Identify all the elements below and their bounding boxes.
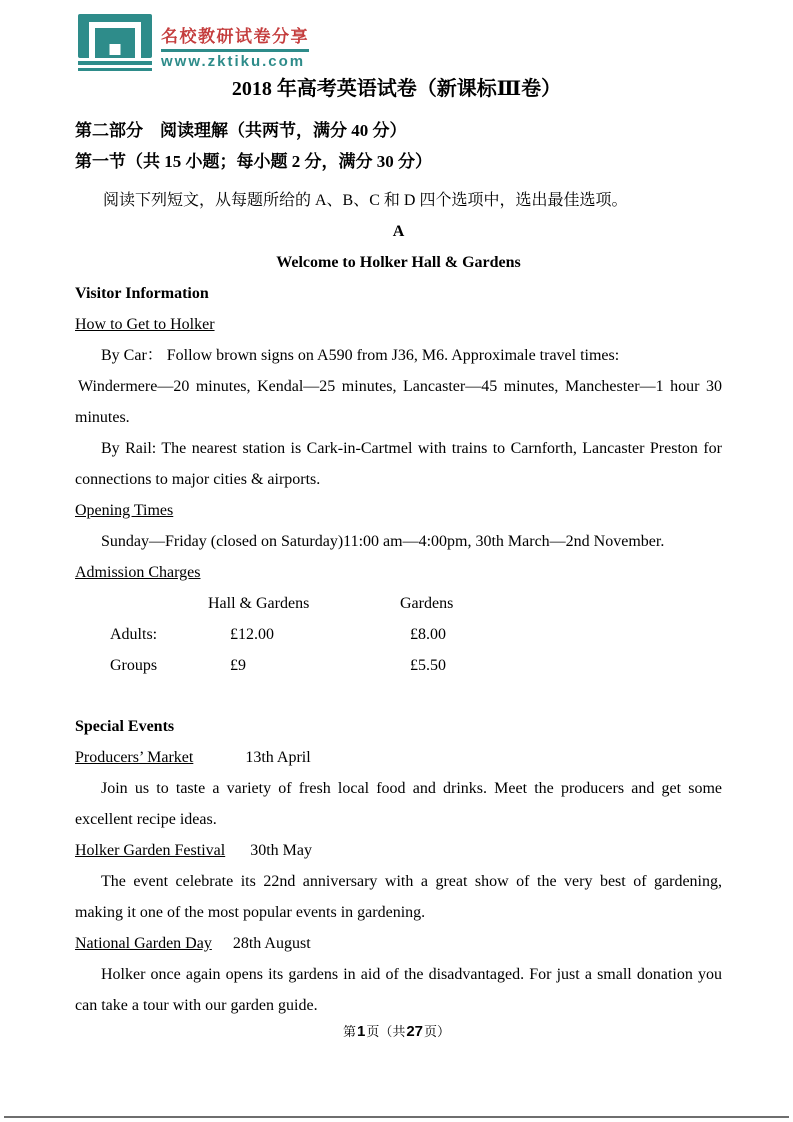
event-name: National Garden Day (75, 935, 212, 952)
logo-text-block (161, 14, 309, 71)
gate-icon-square (78, 14, 152, 58)
admission-price: £8.00 (410, 626, 446, 643)
admission-header-row (75, 588, 722, 619)
gate-icon-door (110, 44, 121, 55)
section1-heading: 第一节（共 15 小题；每小题 2 分，满分 30 分） (75, 152, 432, 171)
special-events-heading: Special Events (75, 718, 175, 735)
event-title-row (75, 742, 722, 773)
admission-col1-header: Hall & Gardens (208, 595, 310, 612)
zktiku-gate-icon (78, 14, 152, 71)
admission-heading: Admission Charges (75, 564, 201, 581)
opening-times-heading: Opening Times (75, 502, 174, 519)
event-desc-line: Join us to taste a variety of fresh local food and drinks. Meet the producers and get some (101, 780, 722, 797)
opening-times-text: Sunday—Friday (closed on Saturday)11:00 am—4:00pm, 30th March—2nd November. (101, 533, 665, 550)
admission-price: £12.00 (230, 626, 274, 643)
visitor-info-heading: Visitor Information (75, 285, 209, 302)
how-to-get-heading: How to Get to Holker (75, 316, 215, 333)
event-name: Producers’ Market (75, 749, 194, 766)
by-car-line: By Car： Follow brown signs on A590 from J36, M6. Approximale travel times: (101, 347, 620, 364)
footer-text: 页（共 (366, 1024, 406, 1039)
page-footer (0, 1022, 793, 1042)
by-car-line: Windermere—20 minutes, Kendal—25 minutes, Lancaster—45 minutes, Manchester—1 hour 30 (78, 378, 722, 395)
event-desc-line: can take a tour with our garden guide. (75, 997, 318, 1014)
site-url: www.zktiku.com (161, 53, 306, 70)
exam-body (75, 115, 722, 1021)
passage-title: Welcome to Holker Hall & Gardens (276, 254, 521, 271)
by-car-line: minutes. (75, 409, 130, 426)
site-logo (78, 14, 309, 71)
page-bottom-rule (4, 1116, 789, 1118)
event-desc-line: excellent recipe ideas. (75, 811, 217, 828)
footer-text: 页） (424, 1024, 451, 1039)
by-rail-line: connections to major cities & airports. (75, 471, 321, 488)
admission-price: £5.50 (410, 657, 446, 674)
admission-price: £9 (230, 657, 246, 674)
passage-label: A (392, 223, 405, 240)
footer-text: 第 (342, 1024, 356, 1039)
admission-table (75, 588, 722, 681)
admission-row-label: Groups (110, 657, 158, 674)
admission-col2-header: Gardens (400, 595, 454, 612)
event-desc-line: The event celebrate its 22nd anniversary with a great show of the very best of gardening, (101, 873, 722, 890)
event-title-row (75, 835, 722, 866)
table-row (75, 619, 722, 650)
event-date: 13th April (245, 749, 311, 766)
logo-divider-rule (161, 49, 309, 52)
event-desc-line: making it one of the most popular events in gardening. (75, 904, 426, 921)
event-title-row (75, 928, 722, 959)
part2-heading: 第二部分 阅读理解（共两节，满分 40 分） (75, 121, 407, 140)
exam-title: 2018 年高考英语试卷（新课标Ⅲ卷） (231, 78, 562, 100)
by-rail-line: By Rail: The nearest station is Cark-in-Cartmel with trains to Carnforth, Lancaster Preston for (101, 440, 722, 457)
page-number: 1 (356, 1023, 366, 1040)
event-date: 28th August (232, 935, 311, 952)
event-date: 30th May (250, 842, 312, 859)
instructions-text: 阅读下列短文，从每题所给的 A、B、C 和 D 四个选项中，选出最佳选项。 (103, 192, 628, 209)
event-desc-line: Holker once again opens its gardens in aid of the disadvantaged. For just a small donation you (101, 966, 722, 983)
gate-icon-stripe (78, 61, 152, 65)
site-name: 名校教研试卷分享 (161, 27, 309, 46)
table-row (75, 650, 722, 681)
admission-row-label: Adults: (110, 626, 158, 643)
gate-icon-stripe (78, 68, 152, 71)
total-pages: 27 (406, 1023, 424, 1040)
event-name: Holker Garden Festival (75, 842, 226, 859)
